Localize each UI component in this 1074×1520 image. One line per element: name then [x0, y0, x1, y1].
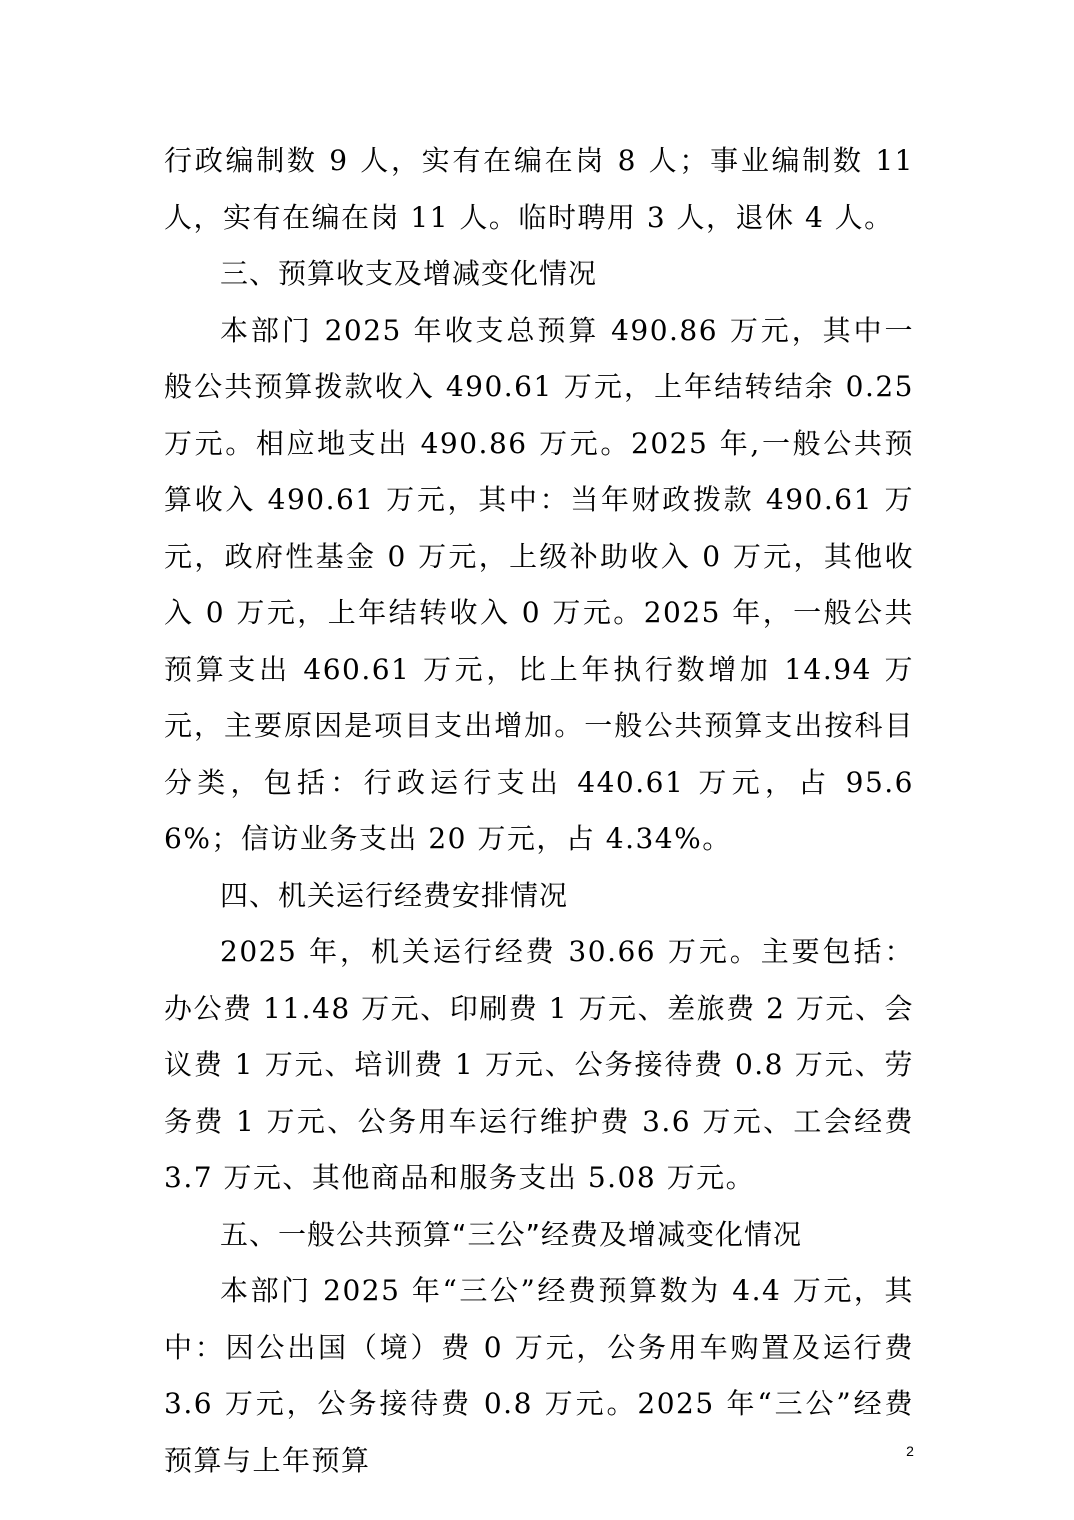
paragraph-three-public-expenses: 本部门 2025 年“三公”经费预算数为 4.4 万元，其中：因公出国（境）费 0 万元，公务用车购置及运行费 3.6 万元，公务接待费 0.8 万元。2025 年“三公”经费预算与上年预算 — [164, 1274, 914, 1477]
paragraph-operating-funds: 2025 年，机关运行经费 30.66 万元。主要包括：办公费 11.48 万元、印刷费 1 万元、差旅费 2 万元、会议费 1 万元、培训费 1 万元、公务接待费 0.8 万元、劳务费 1 万元、公务用车运行维护费 3.6 万元、工会经费 3.7 万元、其他商品和服务支出 5.08 万元。 — [164, 935, 914, 1194]
paragraph-staffing: 行政编制数 9 人，实有在编在岗 8 人；事业编制数 11 人，实有在编在岗 11 人。临时聘用 3 人，退休 4 人。 — [164, 144, 914, 234]
section-heading-budget-changes: 三、预算收支及增减变化情况 — [220, 257, 598, 290]
document-body — [164, 133, 914, 1489]
section-heading-operating-funds: 四、机关运行经费安排情况 — [220, 878, 569, 912]
paragraph-budget-revenue-expenditure: 本部门 2025 年收支总预算 490.86 万元，其中一般公共预算拨款收入 490.61 万元，上年结转结余 0.25 万元。相应地支出 490.86 万元。2025 年,一般公共预算收入 490.61 万元，其中：当年财政拨款 490.61 万元，政府性基金 0 万元，上级补助收入 0 万元，其他收入 0 万元，上年结转收入 0 万元。2025 年，一般公共预算支出 460.61 万元，比上年执行数增加 14.94 万元，主要原因是项目支出增加。一般公共预算支出按科目分类，包括：行政运行支出 440.61 万元，占 95.66%；信访业务支出 20 万元，占 4.34%。 — [164, 313, 914, 855]
page-number: 2 — [906, 1443, 914, 1459]
section-heading-three-public-expenses: 五、一般公共预算“三公”经费及增减变化情况 — [220, 1217, 803, 1251]
